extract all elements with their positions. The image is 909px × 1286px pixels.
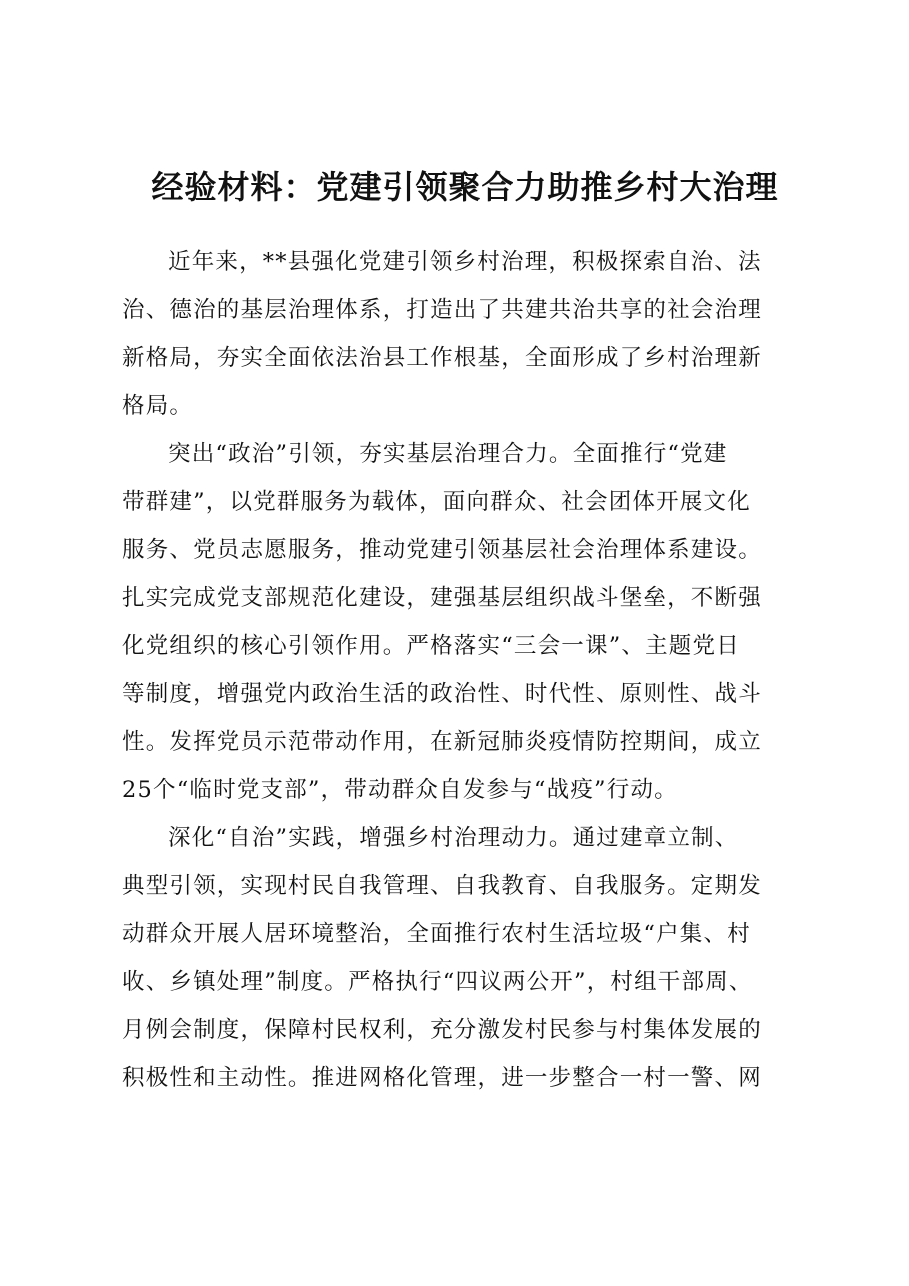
text-line: 25个“临时党支部”，带动群众自发参与“战疫”行动。 — [122, 777, 678, 803]
text-line: 积极性和主动性。推进网格化管理，进一步整合一村一警、网 — [122, 1065, 762, 1091]
text-line: 典型引领，实现村民自我管理、自我教育、自我服务。定期发 — [122, 873, 762, 899]
document-title: 经验材料：党建引领聚合力助推乡村大治理 — [151, 168, 779, 206]
text-line: 收、乡镇处理”制度。严格执行“四议两公开”，村组干部周、 — [122, 969, 753, 995]
text-line: 近年来，**县强化党建引领乡村治理，积极探索自治、法 — [168, 249, 762, 275]
paragraph — [122, 814, 802, 1102]
text-line: 格局。 — [122, 393, 194, 419]
text-line: 等制度，增强党内政治生活的政治性、时代性、原则性、战斗 — [122, 681, 762, 707]
text-line: 服务、党员志愿服务，推动党建引领基层社会治理体系建设。 — [122, 537, 762, 563]
text-line: 扎实完成党支部规范化建设，建强基层组织战斗堡垒，不断强 — [122, 585, 762, 611]
paragraph — [122, 238, 802, 430]
text-line: 带群建”，以党群服务为载体，面向群众、社会团体开展文化 — [122, 489, 751, 515]
text-line: 深化“自治”实践，增强乡村治理动力。通过建章立制、 — [168, 825, 739, 851]
text-line: 动群众开展人居环境整治，全面推行农村生活垃圾“户集、村 — [122, 921, 751, 947]
text-line: 突出“政治”引领，夯实基层治理合力。全面推行“党建 — [168, 441, 728, 467]
document-body — [122, 238, 802, 1102]
text-line: 治、德治的基层治理体系，打造出了共建共治共享的社会治理 — [122, 297, 762, 323]
text-line: 月例会制度，保障村民权利，充分激发村民参与村集体发展的 — [122, 1017, 762, 1043]
text-line: 化党组织的核心引领作用。严格落实“三会一课”、主题党日 — [122, 633, 740, 659]
text-line: 性。发挥党员示范带动作用，在新冠肺炎疫情防控期间，成立 — [122, 729, 762, 755]
paragraph — [122, 430, 802, 814]
text-line: 新格局，夯实全面依法治县工作根基，全面形成了乡村治理新 — [122, 345, 762, 371]
